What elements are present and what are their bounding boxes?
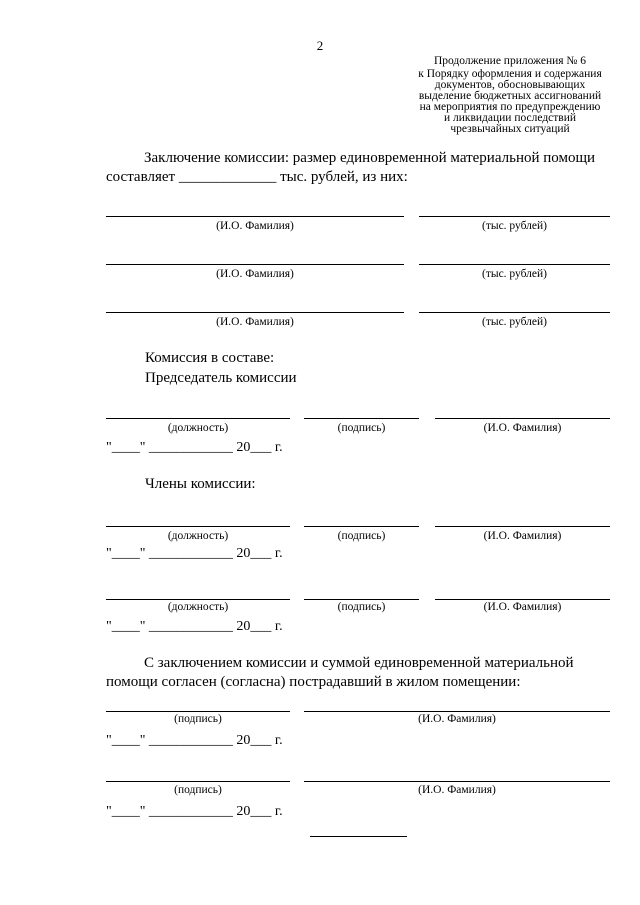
conclusion-line-2 [106, 168, 610, 187]
date-field[interactable]: "____" ____________ 20___ г. [106, 619, 283, 634]
amount-caption: (тыс. рублей) [481, 316, 548, 328]
signature-caption: (подпись) [337, 601, 386, 613]
conclusion-line-1 [106, 149, 610, 168]
name-caption: (И.О. Фамилия) [216, 316, 294, 328]
conclusion-text-2a: составляет [106, 169, 176, 185]
date-field[interactable]: "____" ____________ 20___ г. [106, 733, 283, 748]
amount-caption: (тыс. рублей) [481, 220, 548, 232]
signature-caption: (подпись) [337, 530, 386, 542]
name-caption: (И.О. Фамилия) [483, 601, 562, 613]
position-line[interactable] [106, 526, 290, 527]
name-line[interactable] [304, 711, 610, 712]
signature-caption: (подпись) [174, 713, 222, 725]
conclusion-text-2b: тыс. рублей, из них: [280, 169, 408, 185]
chairman-heading: Председатель комиссии [145, 370, 297, 386]
name-line[interactable] [435, 599, 610, 600]
name-caption: (И.О. Фамилия) [216, 220, 294, 232]
appendix-header [390, 56, 630, 135]
name-line[interactable] [106, 264, 404, 265]
amount-line[interactable] [419, 312, 610, 313]
consent-paragraph [106, 654, 610, 692]
signature-line[interactable] [304, 418, 419, 419]
signature-line[interactable] [106, 711, 290, 712]
appendix-line: выделение бюджетных ассигнований [418, 90, 602, 102]
amount-caption: (тыс. рублей) [481, 268, 548, 280]
signature-caption: (подпись) [174, 784, 222, 796]
amount-blank[interactable]: _____________ [178, 169, 277, 185]
date-field[interactable]: "____" ____________ 20___ г. [106, 546, 283, 561]
name-line[interactable] [106, 216, 404, 217]
name-caption: (И.О. Фамилия) [418, 784, 496, 796]
amount-line[interactable] [419, 216, 610, 217]
date-field[interactable]: "____" ____________ 20___ г. [106, 804, 283, 819]
conclusion-paragraph [106, 149, 610, 187]
conclusion-text-1: Заключение комиссии: размер единовременной материальной помощи [144, 150, 596, 166]
position-line[interactable] [106, 418, 290, 419]
members-heading: Члены комиссии: [145, 476, 256, 492]
name-caption: (И.О. Фамилия) [418, 713, 496, 725]
signature-line[interactable] [304, 526, 419, 527]
name-caption: (И.О. Фамилия) [483, 422, 562, 434]
position-caption: (должность) [167, 601, 229, 613]
position-caption: (должность) [167, 530, 229, 542]
amount-line[interactable] [419, 264, 610, 265]
consent-line-2: помощи согласен (согласна) пострадавший в жилом помещении: [106, 674, 521, 690]
consent-text-1: С заключением комиссии и суммой единовременной материальной [144, 655, 574, 671]
consent-line-1 [106, 654, 610, 673]
name-line[interactable] [435, 418, 610, 419]
appendix-line: к Порядку оформления и содержания [418, 68, 602, 80]
signature-line[interactable] [304, 599, 419, 600]
date-field[interactable]: "____" ____________ 20___ г. [106, 440, 283, 455]
appendix-title: Продолжение приложения № 6 [433, 55, 587, 67]
signature-line[interactable] [106, 781, 290, 782]
name-line[interactable] [304, 781, 610, 782]
signature-caption: (подпись) [337, 422, 386, 434]
position-line[interactable] [106, 599, 290, 600]
name-caption: (И.О. Фамилия) [483, 530, 562, 542]
name-line[interactable] [106, 312, 404, 313]
name-caption: (И.О. Фамилия) [216, 268, 294, 280]
appendix-line: документов, обосновывающих [434, 79, 586, 91]
appendix-line: на мероприятия по предупреждению [419, 101, 601, 113]
end-divider [310, 836, 407, 837]
name-line[interactable] [435, 526, 610, 527]
appendix-line: и ликвидации последствий [443, 112, 577, 124]
appendix-line: чрезвычайных ситуаций [450, 123, 570, 135]
commission-composition: Комиссия в составе: [145, 350, 275, 366]
position-caption: (должность) [167, 422, 229, 434]
page-number: 2 [316, 38, 324, 53]
